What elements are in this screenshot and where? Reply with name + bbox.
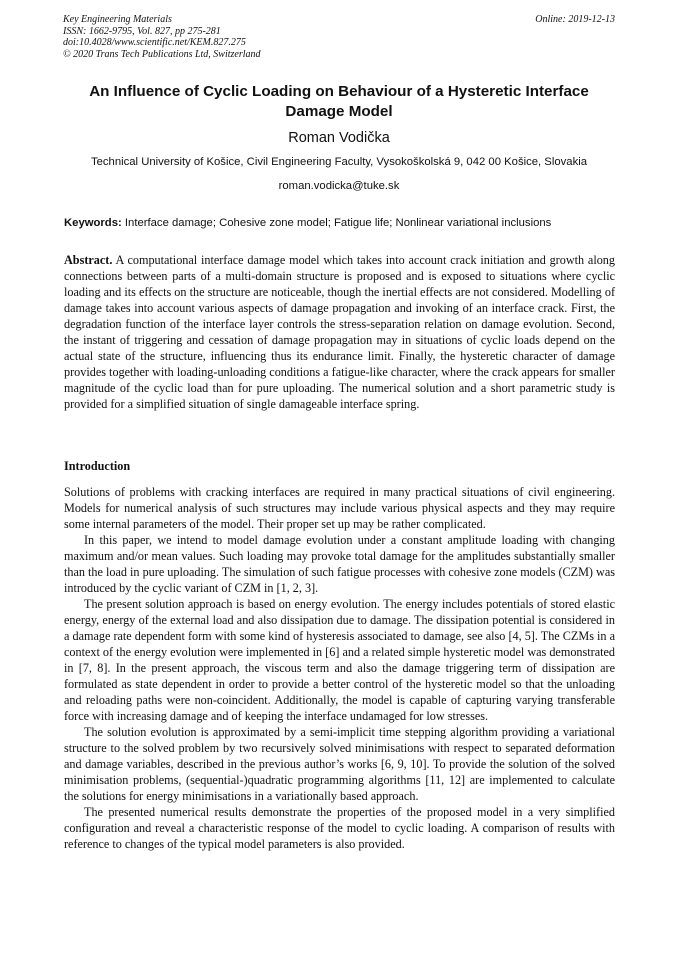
abstract-label: Abstract. <box>64 253 113 267</box>
affiliation: Technical University of Košice, Civil Engineering Faculty, Vysokoškolská 9, 042 00 Košice, Slovakia <box>90 156 588 168</box>
abstract <box>64 252 615 412</box>
author-name: Roman Vodička <box>288 130 390 146</box>
introduction-body <box>64 484 615 852</box>
keywords <box>64 217 624 229</box>
online-date: Online: 2019-12-13 <box>535 14 615 25</box>
paper-title: An Influence of Cyclic Loading on Behaviour of a Hysteretic Interface Damage Model <box>89 83 589 120</box>
paragraph: Solutions of problems with cracking interfaces are required in many practical situations of civil engineering. Models for numerical analysis of such structures may include various physical aspects and they may require some internal parameters of the model. Their proper set up may be rather complicated. <box>64 485 615 531</box>
paragraph: The presented numerical results demonstrate the properties of the proposed model in a very simplified configuration and reveal a characteristic response of the model to cyclic loading. A comparison of results with reference to changes of the typical model parameters is also provided. <box>64 805 615 851</box>
publication-header <box>63 14 261 60</box>
journal-name: Key Engineering Materials <box>63 14 172 25</box>
section-heading-introduction: Introduction <box>64 459 131 473</box>
keywords-label: Keywords: <box>64 217 122 229</box>
author-email: roman.vodicka@tuke.sk <box>278 180 400 192</box>
abstract-text: A computational interface damage model which takes into account crack initiation and growth along connections between parts of a multi-domain structure is proposed and is exposed to situations where cyclic loading and its effects on the structure are noticeable, though the inertial effects are not considered. Modelling of damage takes into account various aspects of damage propagation and invoking of an interface crack. First, the degradation function of the interface layer controls the stress-separation relation on damage evolution. Second, the instant of triggering and cessation of damage propagation may in situations of cyclic loads depend on the actual state of the structure, influencing thus its endurance limit. Finally, the hysteretic character of damage provides together with loading-unloading conditions a fatigue-like character, where the crack appears for smaller magnitude of the cyclic load than for pure uploading. The numerical solution and a short parametric study is provided for a simplified situation of single damageable interface spring. <box>64 253 615 411</box>
paragraph: The solution evolution is approximated by a semi-implicit time stepping algorithm providing a variational structure to the solved problem by two recursively solved minimisations with respect to separated deformation and damage variables, described in the previous author’s works [6, 9, 10]. To provide the solution of the solved minimisation problems, (sequential-)quadratic programming algorithms [11, 12] are implemented to calculate the solutions for energy minimisations in a variationally based approach. <box>64 725 615 803</box>
copyright: © 2020 Trans Tech Publications Ltd, Switzerland <box>63 48 261 60</box>
paragraph: The present solution approach is based on energy evolution. The energy includes potentials of stored elastic energy, energy of the external load and also dissipation due to damage. The dissipation potential is considered in a damage rate dependent form with some kind of hysteresis associated to damage, see also [4, 5]. The CZMs in a context of the energy evolution were implemented in [6] and a related simple hysteretic model was demonstrated in [7, 8]. In the present approach, the viscous term and also the damage triggering term of dissipation are formulated as state dependent in order to provide a better control of the hysteretic model so that the unloading and reloading paths were non-coincident. Additionally, the model is capable of capturing varying transferable force with increasing damage and of keeping the interface undamaged for low stresses. <box>64 597 615 723</box>
doi: doi:10.4028/www.scientific.net/KEM.827.275 <box>63 37 246 48</box>
issn-volume: ISSN: 1662-9795, Vol. 827, pp 275-281 <box>63 25 221 37</box>
keywords-text: Interface damage; Cohesive zone model; Fatigue life; Nonlinear variational inclusions <box>124 217 552 229</box>
paragraph: In this paper, we intend to model damage evolution under a constant amplitude loading with changing maximum and/or mean values. Such loading may provoke total damage for the amplitudes substantially smaller than the load in pure uploading. The simulation of such fatigue processes with cohesive zone models (CZM) was introduced by the cyclic variant of CZM in [1, 2, 3]. <box>64 533 615 595</box>
